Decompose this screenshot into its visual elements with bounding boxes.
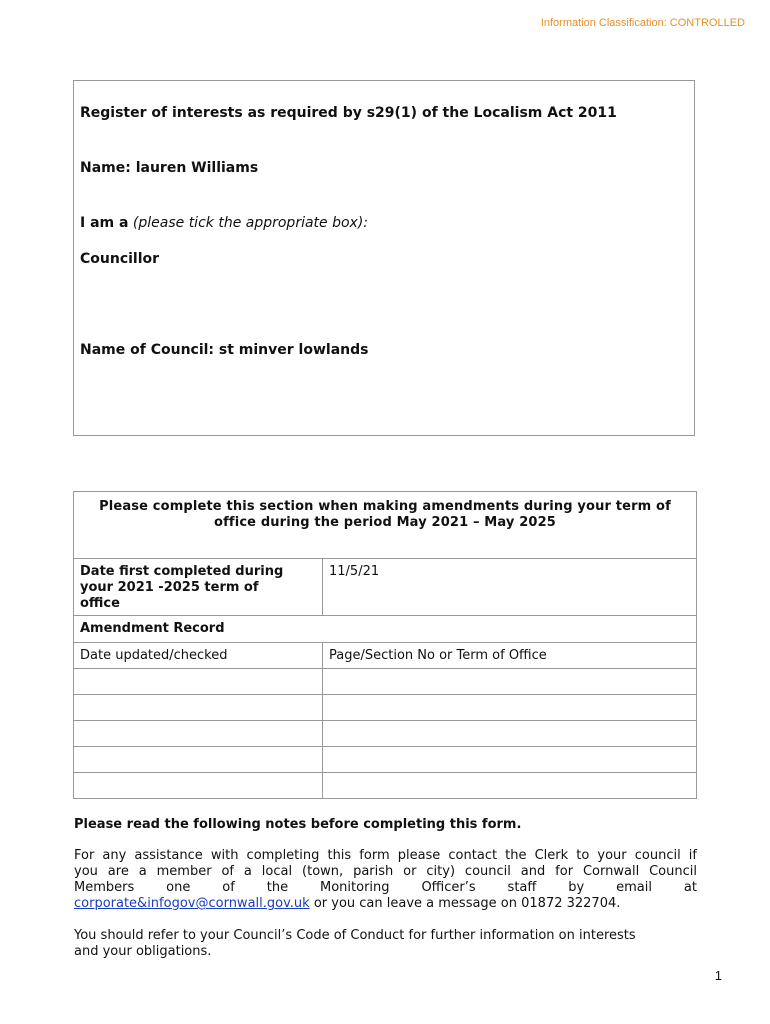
register-title: Register of interests as required by s29(1) of the Localism Act 2011 — [80, 105, 617, 121]
page-number: 1 — [714, 968, 722, 983]
code-of-conduct-paragraph — [74, 928, 697, 960]
amendment-heading — [74, 492, 697, 559]
section-cell[interactable] — [323, 669, 697, 695]
role-prefix: I am a — [80, 215, 129, 231]
date-cell[interactable] — [74, 721, 323, 747]
date-first-label-line: Date first completed during — [80, 564, 284, 579]
amendment-record-heading: Amendment Record — [74, 616, 697, 643]
section-cell[interactable] — [323, 747, 697, 773]
section-cell[interactable] — [323, 721, 697, 747]
email-link[interactable]: corporate&infogov@cornwall.gov.uk — [74, 896, 310, 911]
date-first-row — [74, 559, 697, 616]
date-cell[interactable] — [74, 747, 323, 773]
section-cell[interactable] — [323, 695, 697, 721]
phone-text: or you can leave a message on 01872 322704. — [309, 896, 621, 911]
amendment-heading-row — [74, 492, 697, 559]
assistance-line — [74, 896, 697, 912]
column-header-section: Page/Section No or Term of Office — [323, 643, 697, 669]
amendment-heading-line: Please complete this section when making amendments during your term of — [99, 499, 671, 514]
date-first-label — [74, 559, 323, 616]
section-cell[interactable] — [323, 773, 697, 799]
amendment-heading-line: office during the period May 2021 – May 2025 — [214, 515, 556, 530]
record-heading-row — [74, 616, 697, 643]
table-row — [74, 695, 697, 721]
date-cell[interactable] — [74, 773, 323, 799]
register-box — [73, 80, 695, 436]
council-name: Name of Council: st minver lowlands — [80, 342, 369, 358]
role-prompt — [80, 215, 368, 231]
assistance-line: For any assistance with completing this form please contact the Clerk to your council if — [74, 848, 697, 863]
date-cell[interactable] — [74, 669, 323, 695]
column-header-date: Date updated/checked — [74, 643, 323, 669]
classification-label: Information Classification: CONTROLLED — [540, 17, 745, 29]
date-first-label-line: office — [80, 596, 120, 611]
date-cell[interactable] — [74, 695, 323, 721]
role-instruction: (please tick the appropriate box): — [132, 215, 369, 231]
member-name: Name: lauren Williams — [80, 160, 259, 176]
assistance-line: Members one of the Monitoring Officer’s staff by email at — [74, 880, 697, 895]
table-row — [74, 721, 697, 747]
code-line: and your obligations. — [74, 944, 212, 959]
notes-heading: Please read the following notes before completing this form. — [74, 817, 522, 832]
date-first-value[interactable]: 11/5/21 — [323, 559, 697, 616]
amendment-table — [73, 491, 697, 799]
table-row — [74, 773, 697, 799]
code-line: You should refer to your Council’s Code of Conduct for further information on interests — [74, 928, 636, 943]
date-first-label-line: your 2021 -2025 term of — [80, 580, 259, 595]
assistance-paragraph — [74, 848, 697, 912]
table-row — [74, 669, 697, 695]
column-header-row — [74, 643, 697, 669]
table-row — [74, 747, 697, 773]
role-value: Councillor — [80, 251, 160, 267]
assistance-line: you are a member of a local (town, parish or city) council and for Cornwall Council — [74, 864, 697, 879]
